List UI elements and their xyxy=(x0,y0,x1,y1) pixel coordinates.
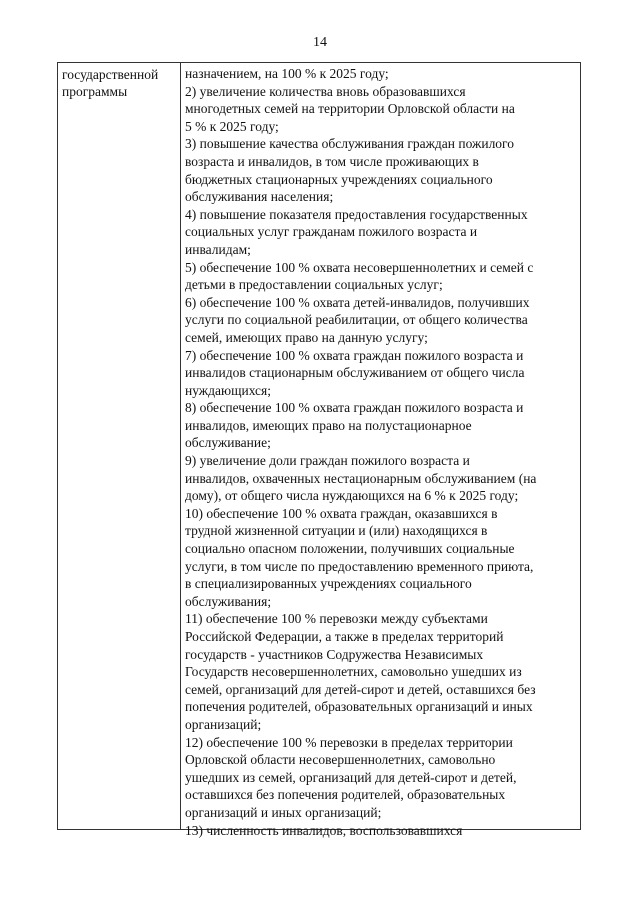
text-line: семей, имеющих право на данную услугу; xyxy=(185,329,428,345)
text-line: нуждающихся; xyxy=(185,382,272,398)
text-line: трудной жизненной ситуации и (или) находящихся в xyxy=(185,523,488,539)
text-line: 9) увеличение доли граждан пожилого возраста и xyxy=(185,453,470,469)
text-line: 11) обеспечение 100 % перевозки между субъектами xyxy=(185,611,488,627)
text-line: оставшихся без попечения родителей, образовательных xyxy=(185,787,506,803)
text-line: социально опасном положении, получивших социальные xyxy=(185,541,515,557)
list-item xyxy=(185,259,577,294)
right-cell-text xyxy=(185,65,577,839)
text-line: возраста и инвалидов, в том числе проживающих в xyxy=(185,153,479,169)
list-item xyxy=(185,294,577,347)
text-line: организаций и иных организаций; xyxy=(185,804,382,820)
text-line: 7) обеспечение 100 % охвата граждан пожилого возраста и xyxy=(185,347,524,363)
column-divider xyxy=(180,63,181,829)
text-line: социальных услуг гражданам пожилого возраста и xyxy=(185,224,478,240)
text-line: многодетных семей на территории Орловской области на xyxy=(185,101,515,117)
list-item xyxy=(185,822,577,840)
text-line: Российской Федерации, а также в пределах территорий xyxy=(185,629,504,644)
text-line: 8) обеспечение 100 % охвата граждан пожилого возраста и xyxy=(185,400,524,416)
text-line: организаций; xyxy=(185,716,262,732)
text-line: в специализированных учреждениях социального xyxy=(185,576,472,592)
text-line: Орловской области несовершеннолетних, самовольно xyxy=(185,752,496,768)
left-cell-label xyxy=(62,66,178,100)
text-line: попечения родителей, образовательных организаций и иных xyxy=(185,699,533,715)
text-line: семей, организаций для детей-сирот и детей, оставшихся без xyxy=(185,681,536,697)
text-line: инвалидам; xyxy=(185,241,251,257)
text-line: 2) увеличение количества вновь образовавшихся xyxy=(185,83,466,99)
text-line: обслуживания; xyxy=(185,593,272,609)
list-item xyxy=(185,347,577,400)
text-line: услуги по социальной реабилитации, от общего количества xyxy=(185,312,528,328)
list-item xyxy=(185,65,577,83)
text-line: 12) обеспечение 100 % перевозки в пределах территории xyxy=(185,734,513,750)
list-item xyxy=(185,206,577,259)
text-line: инвалидов стационарным обслуживанием от общего числа xyxy=(185,365,525,381)
list-item xyxy=(185,734,577,822)
text-line: дому), от общего числа нуждающихся на 6 % к 2025 году; xyxy=(185,488,519,504)
text-line: 6) обеспечение 100 % охвата детей-инвалидов, получивших xyxy=(185,294,530,310)
list-item xyxy=(185,399,577,452)
text-line: 5) обеспечение 100 % охвата несовершеннолетних и семей с xyxy=(185,259,534,275)
text-line: 4) повышение показателя предоставления государственных xyxy=(185,206,528,222)
text-line: инвалидов, имеющих право на полустационарное xyxy=(185,417,472,433)
text-line: назначением, на 100 % к 2025 году; xyxy=(185,66,389,81)
text-line: обслуживание; xyxy=(185,435,271,451)
left-cell-line: государственной xyxy=(62,67,159,82)
text-line: Государств несовершеннолетних, самовольно ушедших из xyxy=(185,664,522,680)
list-item xyxy=(185,610,577,733)
list-item xyxy=(185,83,577,136)
list-item xyxy=(185,505,577,611)
left-cell-line: программы xyxy=(62,84,128,99)
list-item xyxy=(185,135,577,205)
text-line: бюджетных стационарных учреждениях социального xyxy=(185,171,493,187)
text-line: детьми в предоставлении социальных услуг; xyxy=(185,277,443,293)
document-table xyxy=(57,62,581,838)
text-line: обслуживания населения; xyxy=(185,189,334,205)
text-line: 3) повышение качества обслуживания граждан пожилого xyxy=(185,136,515,152)
page-number: 14 xyxy=(313,35,327,50)
text-line: услуги, в том числе по предоставлению временного приюта, xyxy=(185,558,534,574)
text-line: инвалидов, охваченных нестационарным обслуживанием (на xyxy=(185,470,537,486)
text-line: 5 % к 2025 году; xyxy=(185,118,279,134)
text-line: 13) численность инвалидов, воспользовавшихся xyxy=(185,822,463,838)
list-item xyxy=(185,452,577,505)
text-line: 10) обеспечение 100 % охвата граждан, оказавшихся в xyxy=(185,505,498,521)
text-line: ушедших из семей, организаций для детей-сирот и детей, xyxy=(185,769,517,785)
text-line: государств - участников Содружества Независимых xyxy=(185,646,484,662)
